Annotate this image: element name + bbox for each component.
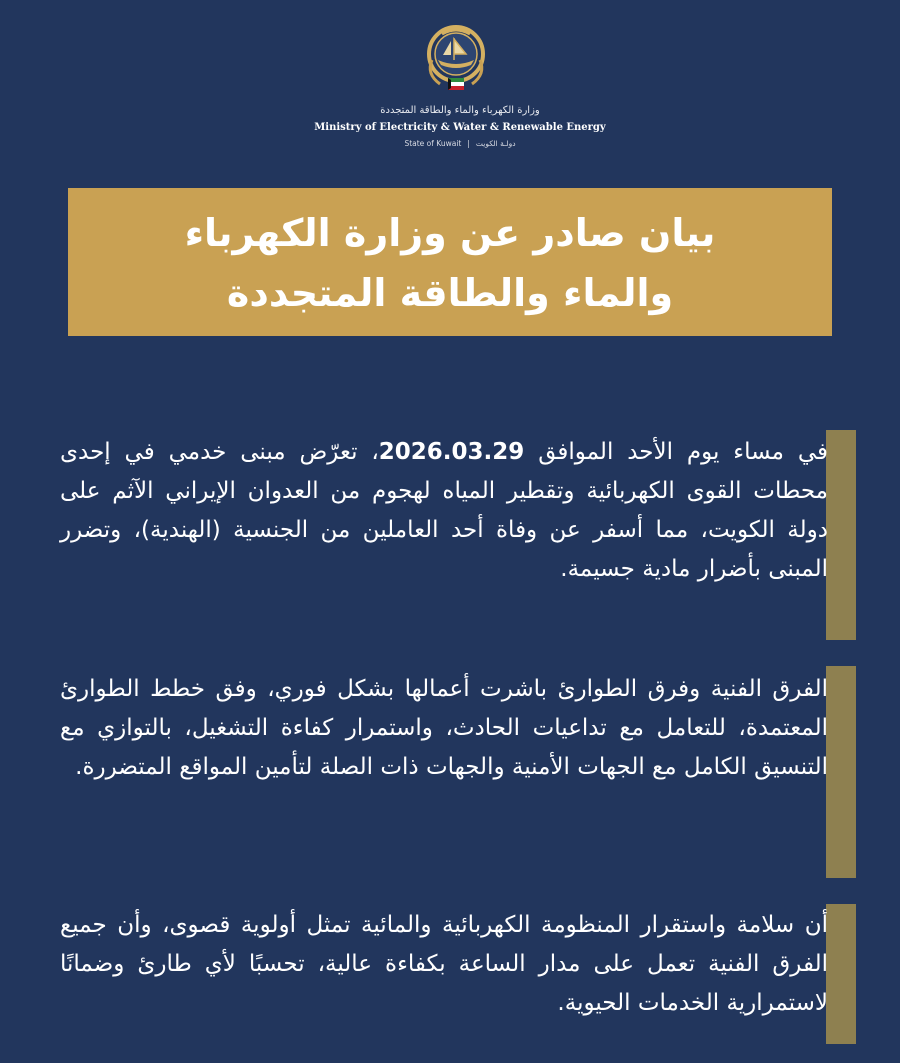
title-line-1: بيان صادر عن وزارة الكهرباء: [184, 211, 716, 255]
accent-bar-1: [826, 430, 856, 640]
statement-paragraph-1: [60, 433, 828, 589]
ministry-name-english: Ministry of Electricity & Water & Renewable Energy: [314, 122, 606, 133]
accent-bar-2: [826, 666, 856, 878]
state-line: [360, 139, 560, 148]
statement-paragraph-3: أن سلامة واستقرار المنظومة الكهربائية والمائية تمثل أولوية قصوى، وأن جميع الفرق الفنية تعمل على مدار الساعة بكفاءة عالية، تحسبًا لأي طارئ وضمانًا لاستمرارية الخدمات الحيوية.: [60, 912, 828, 1016]
paragraph-1-body: ، تعرّض مبنى خدمي في إحدى محطات القوى الكهربائية وتقطير المياه لهجوم من العدوان الإيراني الآثم على دولة الكويت، مما أسفر عن وفاة أحد العاملين من الجنسية (الهندية)، وتضرر المبنى بأضرار مادية جسيمة.: [60, 439, 828, 582]
statement-paragraph-2: الفرق الفنية وفرق الطوارئ باشرت أعمالها بشكل فوري، وفق خطط الطوارئ المعتمدة، للتعامل مع تداعيات الحادث، واستمرار كفاءة التشغيل، بالتوازي مع التنسيق الكامل مع الجهات الأمنية والجهات ذات الصلة لتأمين المواقع المتضررة.: [60, 676, 828, 780]
accent-bar-3: [826, 904, 856, 1044]
page-title: [68, 196, 832, 330]
state-separator: |: [467, 139, 470, 148]
paragraph-1-intro: في مساء يوم الأحد الموافق: [524, 439, 828, 465]
incident-date: 2026.03.29: [378, 439, 525, 465]
state-english: State of Kuwait: [404, 139, 462, 148]
kuwait-emblem-icon: [420, 24, 492, 104]
state-arabic: دولـة الكويت: [475, 139, 516, 148]
ministry-name-arabic: وزارة الكهرباء والماء والطاقة المتجددة: [380, 105, 540, 116]
title-line-2: والماء والطاقة المتجددة: [226, 271, 674, 315]
